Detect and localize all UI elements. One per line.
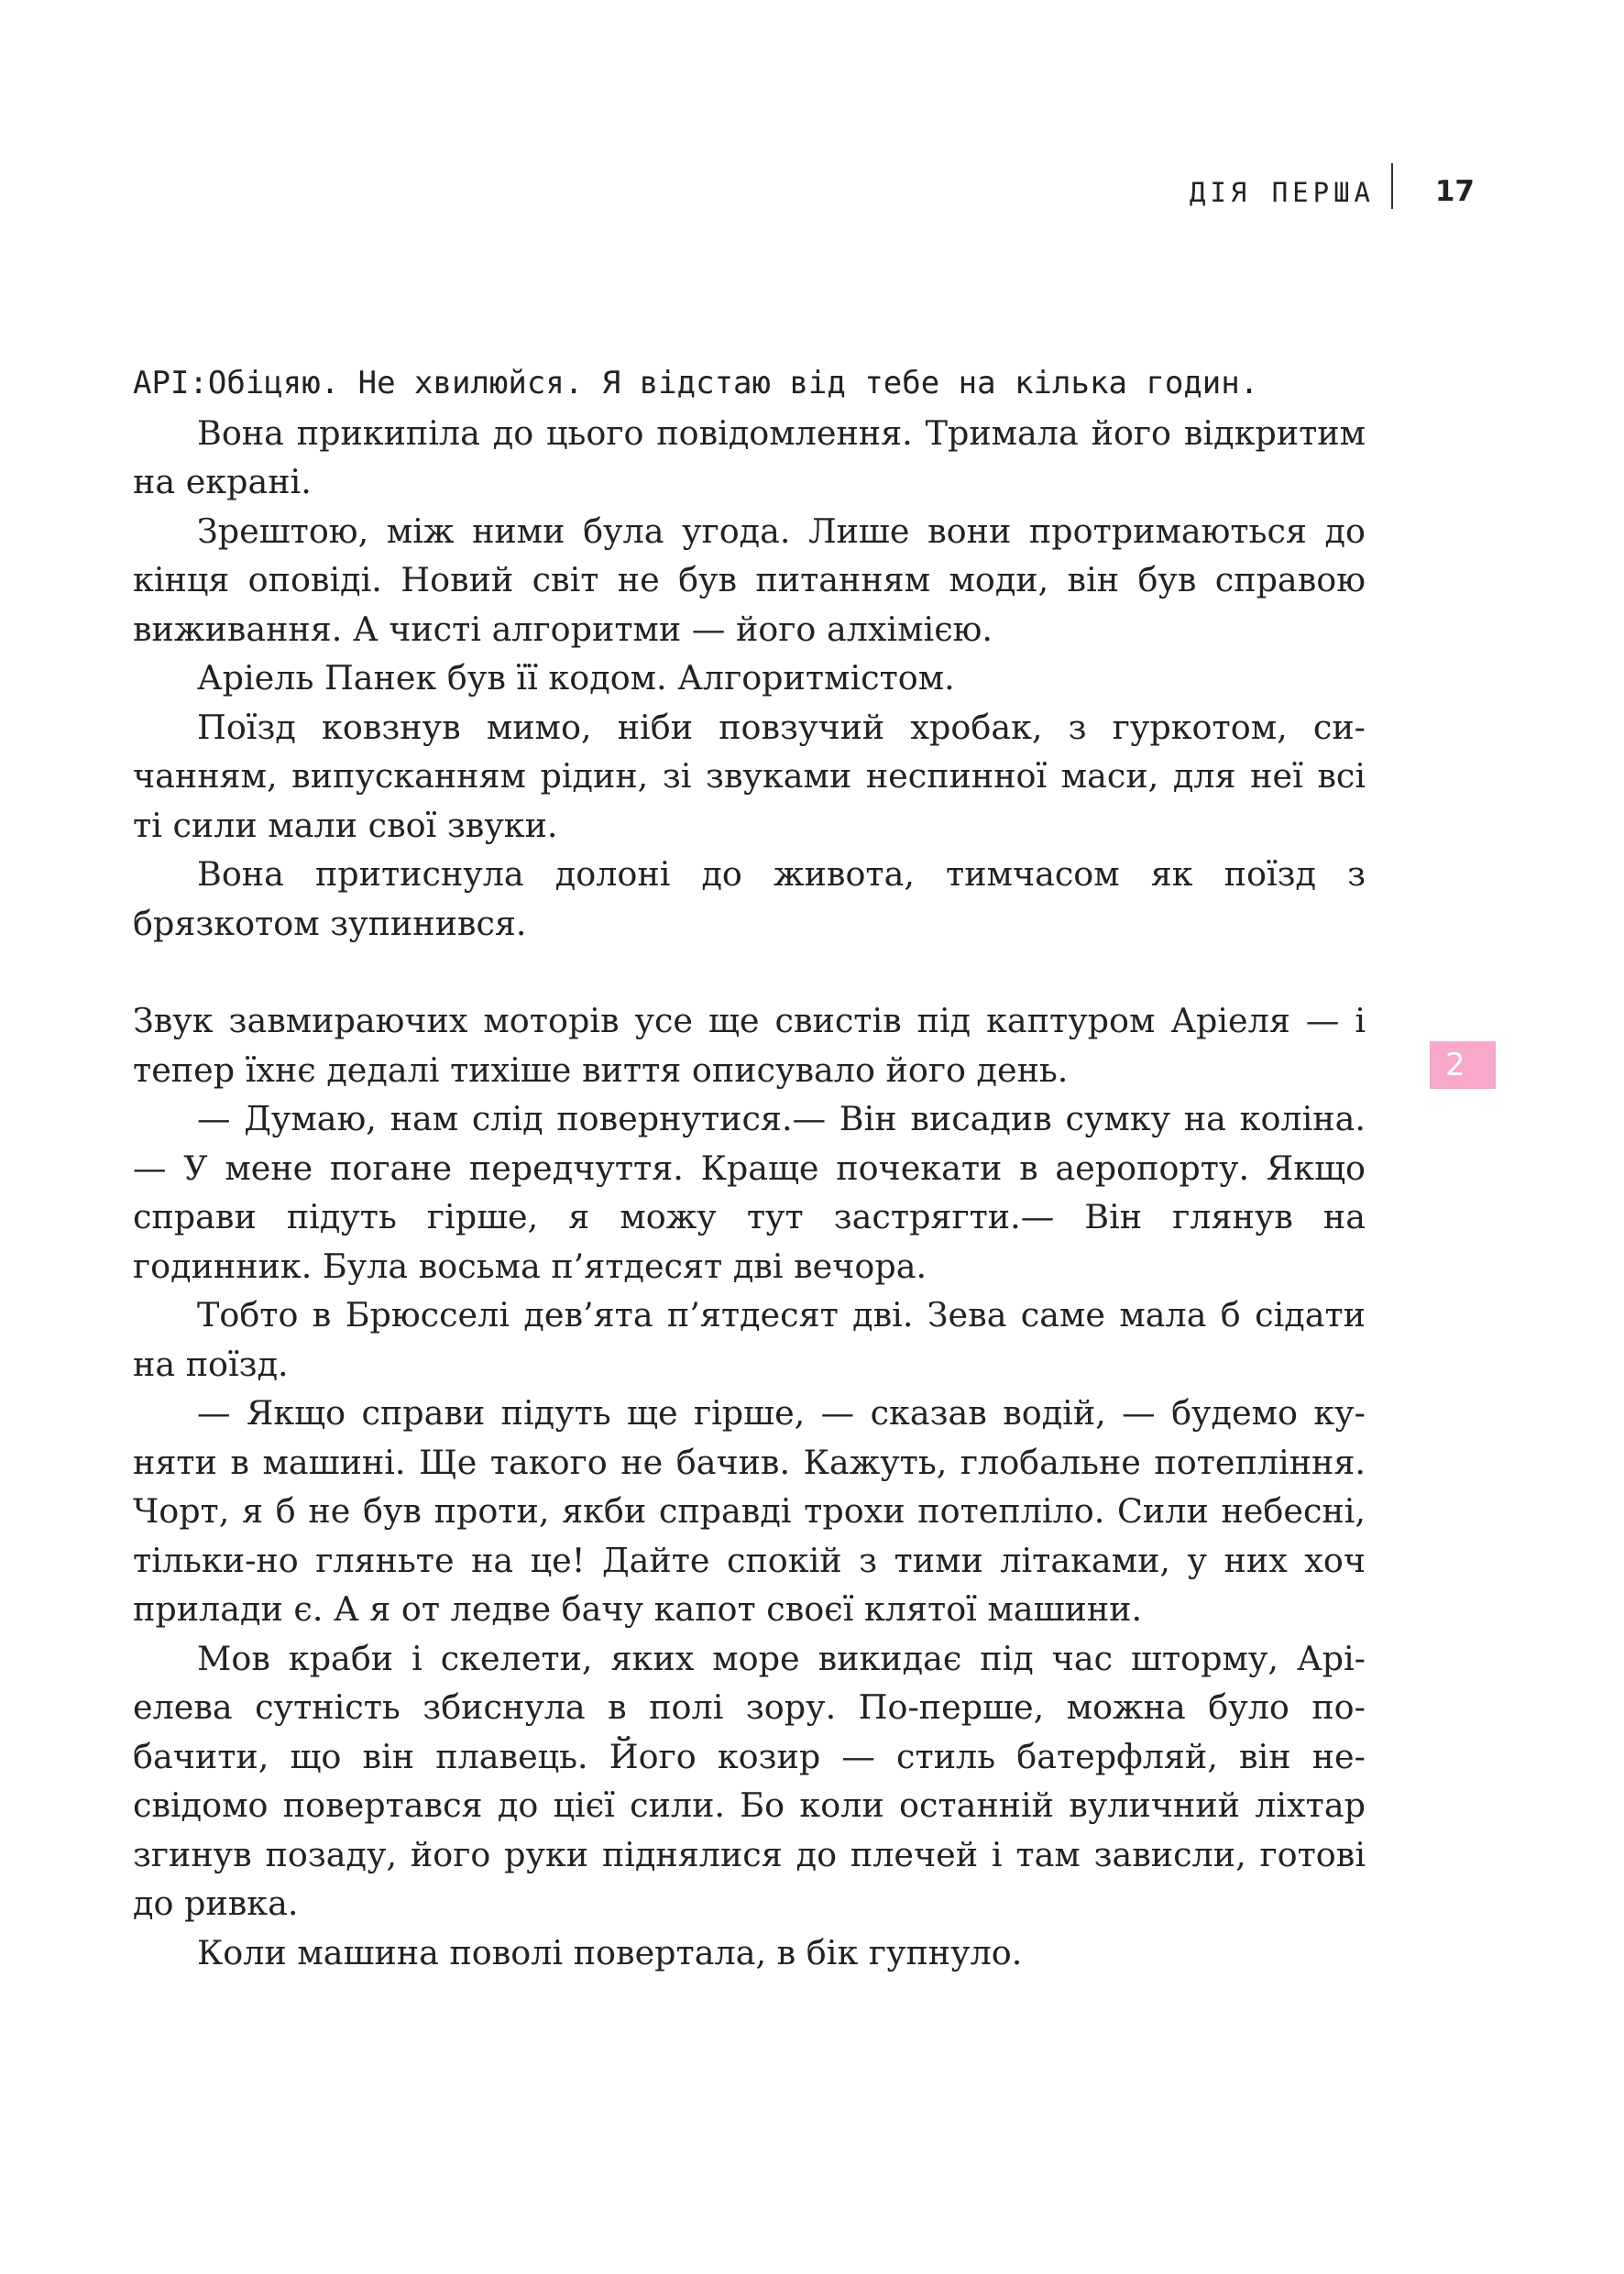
chapter-marker: 2 — [1430, 1041, 1496, 1089]
paragraph: Тобто в Брюсселі дев’ята п’ятдесят дві. Зева саме мала б сідати на поїзд. — [133, 1295, 1366, 1384]
paragraph: Вона притиснула долоні до живота, тимчасом як поїзд з брязкотом зупинився. — [133, 854, 1366, 943]
paragraph: — Думаю, нам слід повернутися.— Він висадив сумку на коліна.— У мене погане передчуття. Краще почекати в аеропорту. Якщо справи підуть гірше, я можу тут застрягти.— Він глянув на годинник. Була восьма п’ятдесят дві вечора. — [133, 1099, 1366, 1286]
section-break — [133, 948, 1366, 996]
paragraph: Поїзд ковзнув мимо, ніби повзучий хробак, з гуркотом, сичанням, випусканням рідин, зі звуками неспинної маси, для неї всі ті сили мали свої звуки. — [133, 707, 1366, 845]
section-opening-paragraph: Звук завмираючих моторів усе ще свистів під каптуром Аріеля — і тепер їхнє дедалі тихіше виття описувало його день. — [133, 1001, 1366, 1090]
paragraph: Мов краби і скелети, яких море викидає під час шторму, Аріелева сутність збиснула в полі зору. По-перше, можна було побачити, що він плавець. Його козир — стиль батерфляй, він несвідомо повертався до цієї сили. Бо коли останній вуличний ліхтар згинув позаду, його руки піднялися до плечей і там зависли, готові до ривка. — [133, 1638, 1366, 1923]
header-divider — [1391, 163, 1393, 209]
paragraph: — Якщо справи підуть ще гірше, — сказав водій, — будемо куняти в машині. Ще такого не бачив. Кажуть, глобальне потепління. Чорт, я б не був проти, якби справді трохи потепліло. Сили небесні, тільки-но гляньте на це! Дайте спокій з тими літаками, у них хоч прилади є. А я от ледве бачу капот своєї клятої машини. — [133, 1393, 1366, 1629]
section-label: ДІЯ ПЕРША — [1189, 177, 1375, 208]
page-number: 17 — [1434, 175, 1475, 208]
body-text — [133, 359, 1366, 1977]
paragraph: Зрештою, між ними була угода. Лише вони протримаються до кінця оповіді. Новий світ не був питанням моди, він був справою виживання. А чисті алгоритми — його алхімією. — [133, 511, 1366, 649]
chat-message-text: Обіцяю. Не хвилюйся. Я відстаю від тебе на кілька годин. — [207, 365, 1259, 401]
chat-message — [133, 359, 1366, 409]
running-header — [971, 172, 1480, 213]
paragraph: Вона прикипіла до цього повідомлення. Тримала його відкритим на екрані. — [133, 412, 1366, 501]
paragraph: Аріель Панек був її кодом. Алгоритмістом. — [197, 658, 955, 698]
chat-speaker: АРІ: — [133, 365, 208, 401]
paragraph: Коли машина поволі повертала, в бік гупнуло. — [197, 1932, 1023, 1972]
